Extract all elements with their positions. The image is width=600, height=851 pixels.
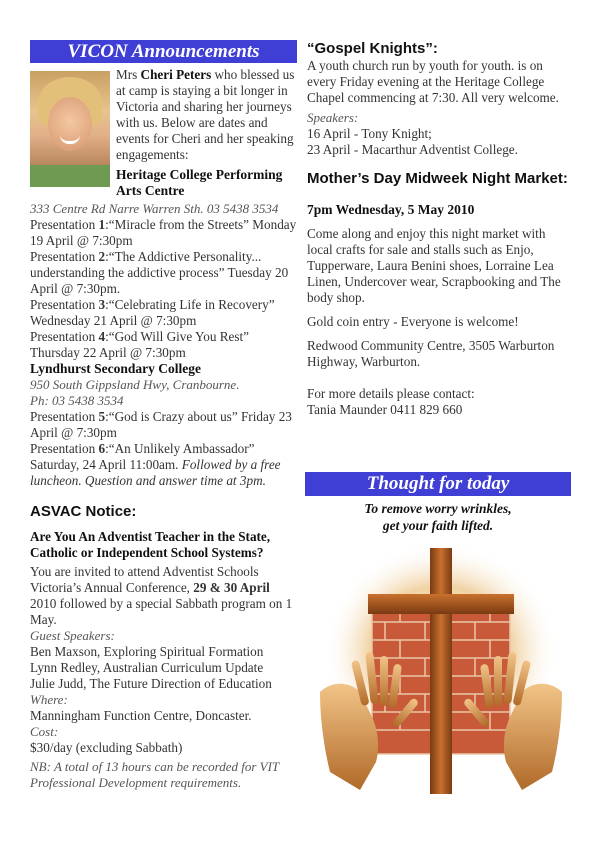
intro-block [30,67,297,199]
photo-shirt [30,165,110,187]
venue2-phone: Ph: 03 5438 3534 [30,393,124,408]
intro-post: who blessed us at camp is staying a bit longer in Victoria and sharing her journeys with us. Below are dates and events for Cheri and her speaking engagements: [116,67,295,162]
presentation-number: 4 [98,329,106,344]
cheri-peters-photo [30,71,110,187]
venue2-address: 950 South Gippsland Hwy, Cranbourne. [30,377,240,392]
cross-hands-illustration [320,542,562,798]
contact-value: Tania Maunder 0411 829 660 [307,402,463,417]
asvac-question: Are You An Adventist Teacher in the State, Catholic or Independent School Systems? [30,529,271,560]
mothers-day-entry: Gold coin entry - Everyone is welcome! [307,314,519,329]
left-column [30,40,297,791]
venue2-title: Lyndhurst Secondary College [30,361,202,376]
presentation-text: :“God is Crazy about us” Friday 23 April @ 7:30pm [30,409,292,440]
presentation-1 [30,217,297,249]
presentation-prefix: Presentation [30,217,99,232]
where-value: Manningham Function Centre, Doncaster. [30,708,252,723]
speaker-1: 16 April - Tony Knight; [307,126,432,141]
gospel-knights-title: “Gospel Knights”: [307,40,438,57]
presentation-text: :“The Addictive Personality... understanding the addictive process” Tuesday 20 April @ 7:30pm. [30,249,289,296]
thought-banner: Thought for today [305,472,571,496]
presentation-prefix: Presentation [30,329,99,344]
contact-label: For more details please contact: [307,386,475,401]
presentations-list-a [30,217,297,361]
vicon-banner: VICON Announcements [30,40,297,63]
intro-pre: Mrs [116,67,141,82]
quote-line-1: To remove worry wrinkles, [364,501,512,516]
mothers-day-venue: Redwood Community Centre, 3505 Warburton Highway, Warburton. [307,338,555,369]
guest-1: Ben Maxson, Exploring Spiritual Formation [30,644,264,659]
asvac-body-post: 2010 followed by a special Sabbath program on 1 May. [30,596,293,627]
presentation-text: :“Miracle from the Streets” Monday 19 April @ 7:30pm [30,217,297,248]
intro-name: Cheri Peters [140,67,212,82]
asvac-dates: 29 & 30 April [193,580,270,595]
quote-line-2: get your faith lifted. [382,518,494,533]
presentation-text: :“An Unlikely Ambassador” Saturday, 24 April 11:00am. [30,441,255,472]
presentation-prefix: Presentation [30,297,99,312]
venue1-title: Heritage College Performing Arts Centre [116,167,283,198]
presentation-tail: Followed by a free luncheon. Question and answer time at 3pm. [30,457,281,488]
presentation-2 [30,249,297,297]
presentation-3 [30,297,297,329]
mothers-day-time: 7pm Wednesday, 5 May 2010 [307,202,475,217]
presentation-number: 6 [98,441,106,456]
cross-vertical [430,548,452,794]
cost-label: Cost: [30,724,59,739]
mothers-day-body: Come along and enjoy this night market with local crafts for sale and stalls such as Enjo, Tupperware, Laura Benini shoes, Lorraine Lea Linen, Undercover wear, Scrapbooking and The body shop. [307,226,561,305]
mothers-day-title: Mother’s Day Midweek Night Market: [307,170,568,187]
speaker-2: 23 April - Macarthur Adventist College. [307,142,518,157]
gospel-knights-body: A youth church run by youth for youth. is on every Friday evening at the Heritage College Chapel commencing at 7:30. All very welcome. [307,58,559,105]
presentation-number: 1 [98,217,106,232]
presentation-number: 5 [98,409,106,424]
guest-speakers-label: Guest Speakers: [30,628,115,643]
where-label: Where: [30,692,68,707]
nb-note: NB: A total of 13 hours can be recorded for VIT Professional Development requirements. [30,759,279,790]
guest-2: Lynn Redley, Australian Curriculum Update [30,660,264,675]
presentation-6 [30,441,297,489]
right-column [307,40,573,418]
asvac-body [30,564,297,628]
presentation-prefix: Presentation [30,409,99,424]
presentation-text: :“Celebrating Life in Recovery” Wednesday 21 April @ 7:30pm [30,297,275,328]
speakers-label: Speakers: [307,110,359,125]
cross-horizontal [368,594,514,614]
asvac-title: ASVAC Notice: [30,503,137,520]
cost-value: $30/day (excluding Sabbath) [30,740,183,755]
guest-3: Julie Judd, The Future Direction of Education [30,676,272,691]
presentation-5 [30,409,297,441]
asvac-body-pre: You are invited to attend Adventist Schools Victoria’s Annual Conference, [30,564,259,595]
presentation-text: :“God Will Give You Rest” Thursday 22 April @ 7:30pm [30,329,250,360]
presentation-prefix: Presentation [30,441,99,456]
venue1-address: 333 Centre Rd Narre Warren Sth. 03 5438 3534 [30,201,279,216]
thought-quote [305,500,571,534]
presentation-prefix: Presentation [30,249,99,264]
presentation-number: 3 [98,297,106,312]
presentation-number: 2 [98,249,106,264]
presentation-4 [30,329,297,361]
